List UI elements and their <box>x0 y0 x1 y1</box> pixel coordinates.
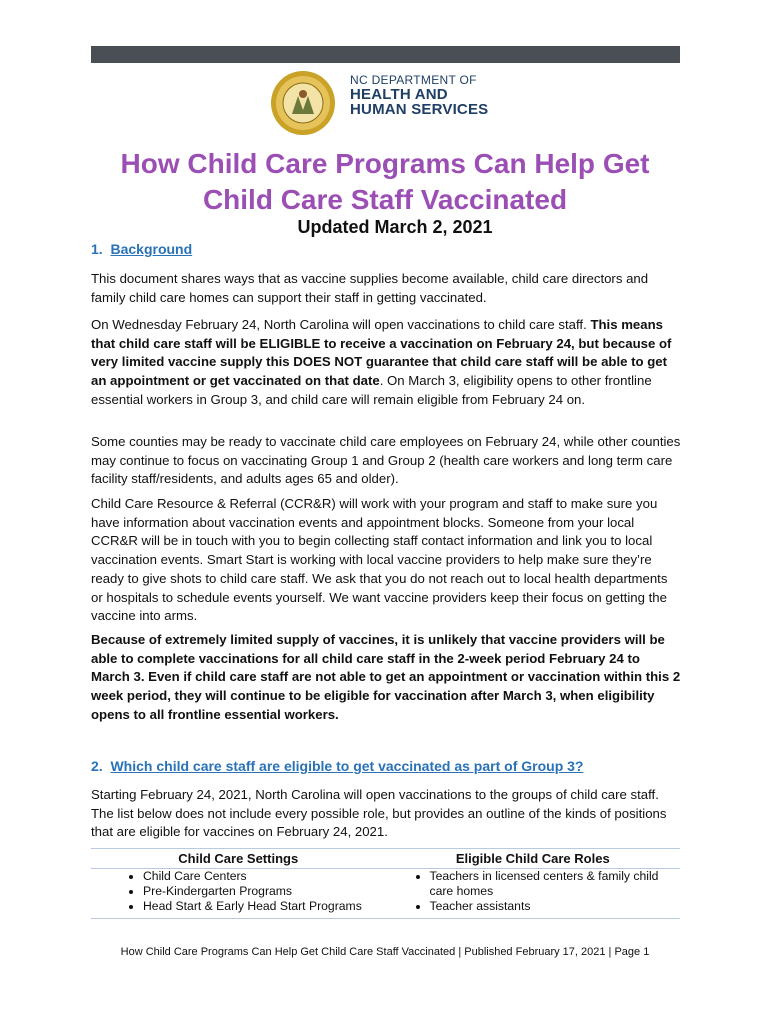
settings-item: • Head Start & Early Head Start Programs <box>143 899 386 914</box>
paragraph-group3: Starting February 24, 2021, North Carolina will open vaccinations to the groups of child care staff. The list below does not include every possible role, but provides an outline of the kinds of positions that are eligible for vaccines on February 24, 2021. <box>91 787 667 840</box>
paragraph-ccrr: Child Care Resource & Referral (CCR&R) will work with your program and staff to make sure you have information about vaccination events and appointment blocks. Someone from your local CCR&R will be in touch with you to begin collecting staff contact information and link you to local vaccination events. Smart Start is working with local vaccine providers to help make sure they’re ready to give shots to child care staff. We ask that you do not reach out to local health departments or hospitals to schedule events yourself. We want vaccine providers keep their focus on getting the vaccine into arms. <box>91 496 668 624</box>
section-1-title: Background <box>110 241 193 257</box>
roles-header: Eligible Child Care Roles <box>386 849 681 869</box>
settings-item: • Child Care Centers <box>143 869 386 884</box>
page-footer: How Child Care Programs Can Help Get Child Care Staff Vaccinated | Published February 17, 2021 | Page 1 <box>120 946 650 958</box>
org-line-2: HEALTH AND <box>350 85 448 103</box>
paragraph-limited-supply <box>91 631 681 725</box>
title-line-1: How Child Care Programs Can Help Get <box>120 148 650 179</box>
section-2-number: 2. <box>91 758 103 774</box>
state-seal-logo <box>270 70 336 136</box>
settings-cell <box>91 869 386 919</box>
section-1-number: 1. <box>91 241 103 257</box>
eligibility-text-a: On Wednesday February 24, North Carolina will open vaccinations to child care staff. <box>91 317 591 332</box>
settings-item: • Pre-Kindergarten Programs <box>143 884 386 899</box>
settings-header: Child Care Settings <box>91 849 386 869</box>
header-bar <box>91 46 680 63</box>
org-name <box>350 74 488 118</box>
section-2-title: Which child care staff are eligible to get vaccinated as part of Group 3? <box>110 758 584 774</box>
paragraph-eligibility <box>91 316 681 410</box>
eligibility-table <box>91 848 680 919</box>
org-line-1: NC DEPARTMENT OF <box>350 73 477 87</box>
settings-list <box>91 869 386 914</box>
paragraph-counties: Some counties may be ready to vaccinate child care employees on February 24, while other counties may continue to focus on vaccinating Group 1 and Group 2 (health care workers and long term care facility staff/residents, and adults ages 65 and older). <box>91 434 681 487</box>
limited-supply-bold: Because of extremely limited supply of vaccines, it is unlikely that vaccine providers will be able to complete vaccinations for all child care staff in the 2-week period February 24 to March 3. Even if child care staff are not able to get an appointment or vaccination within this 2 week period, they will continue to be eligible for vaccination after March 3, when eligibility opens to all frontline essential workers. <box>91 632 681 722</box>
document-title <box>60 146 710 218</box>
section-2-heading <box>91 758 583 774</box>
section-1-heading <box>91 241 192 257</box>
title-line-2: Child Care Staff Vaccinated <box>202 184 568 215</box>
roles-list <box>386 869 681 914</box>
roles-item: • Teachers in licensed centers & family child care homes <box>430 869 681 899</box>
roles-cell <box>386 869 681 919</box>
eligibility-bold: This means that child care staff will be ELIGIBLE to receive a vaccination on February 24, but because of very limited vaccine supply this DOES NOT guarantee that child care staff will be able to get an appointment or get vaccinated on that date <box>91 317 672 389</box>
eligibility-text-c: . On March 3, eligibility opens to other frontline essential workers in Group 3, and child care will remain eligible from February 24 on. <box>91 373 652 407</box>
updated-date: Updated March 2, 2021 <box>297 217 493 237</box>
paragraph-intro: This document shares ways that as vaccine supplies become available, child care directors and family child care homes can support their staff in getting vaccinated. <box>91 271 649 305</box>
roles-item: • Teacher assistants <box>430 899 681 914</box>
org-line-3: HUMAN SERVICES <box>350 101 489 119</box>
